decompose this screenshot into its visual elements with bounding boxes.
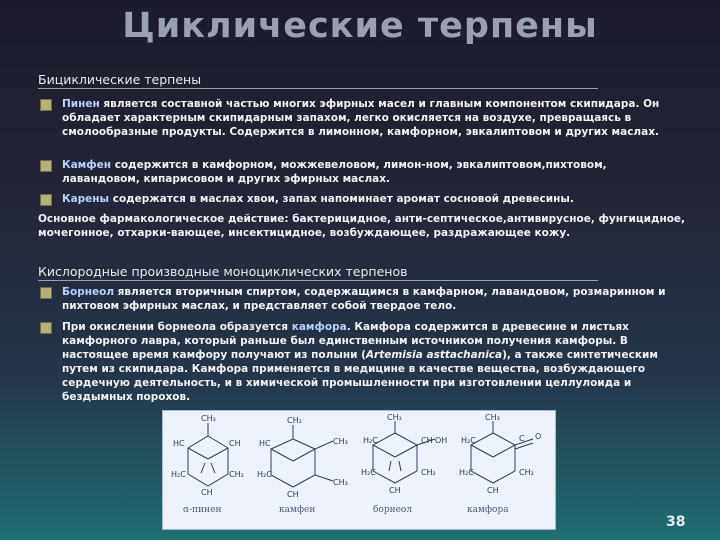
svg-text:H₂C: H₂C	[257, 470, 272, 479]
svg-text:CH₃: CH₃	[333, 437, 348, 446]
svg-text:CH: CH	[421, 436, 433, 445]
label-borneol: борнеол	[373, 505, 413, 515]
svg-text:CH: CH	[229, 439, 241, 448]
section-heading-oxygen-derivatives: Кислородные производные моноциклических терпенов	[38, 264, 408, 279]
bullet-item-carenes	[40, 192, 680, 206]
svg-text:H₂C: H₂C	[461, 436, 476, 445]
carenes-text: содержатся в маслах хвои, запах напоминает аромат сосновой древесины.	[109, 193, 574, 205]
bullet-item-camphor	[40, 320, 680, 404]
bullet-icon	[40, 322, 52, 334]
bullet-item-camphene	[40, 158, 680, 186]
svg-text:CH₂: CH₂	[229, 470, 244, 479]
term-pinene: Пинен	[62, 98, 100, 110]
label-camphene: камфен	[279, 505, 316, 515]
svg-text:C: C	[519, 434, 525, 443]
svg-text:OH: OH	[435, 436, 448, 445]
svg-text:HC: HC	[173, 439, 185, 448]
section-heading-bicyclic: Бициклические терпены	[38, 72, 202, 87]
camphene-text: содержится в камфорном, можжевеловом, лимон-ном, эвкалиптовом,пихтовом, лавандовом, кипарисовом и других эфирных маслах.	[62, 159, 607, 185]
svg-text:CH: CH	[389, 486, 401, 495]
bullet-icon	[40, 194, 52, 206]
svg-text:CH₃: CH₃	[201, 414, 216, 423]
svg-text:H₂C: H₂C	[363, 436, 378, 445]
svg-text:H₂C: H₂C	[459, 468, 474, 477]
svg-text:CH₂: CH₂	[519, 468, 534, 477]
term-camphene: Камфен	[62, 159, 112, 171]
bullet-item-pinene	[40, 97, 680, 139]
section-rule	[38, 88, 598, 89]
svg-text:CH: CH	[287, 490, 299, 499]
artemisia-name: Artemisia asttachanica	[365, 349, 503, 361]
pinene-text: является составной частью многих эфирных масел и главным компонентом скипидара. Он обладает характерным скипидарным запахом, легко окисляется на воздухе, превращаясь в смолообразные продукты. Содержится в лимонном, камфорном, эвкалиптовом и других маслах.	[62, 98, 660, 138]
svg-text:HC: HC	[259, 439, 271, 448]
term-camphor: камфора	[291, 321, 347, 333]
label-camphor: камфора	[467, 505, 509, 515]
camphor-text-mid: . Камфора содержится в древесине и листьях камфорного лавра, который раньше был единственным источником получения камфоры. В настоящее время камфору получают из полыни (	[62, 321, 629, 361]
page-number: 38	[666, 514, 686, 530]
camphor-text-pre: При окислении борнеола образуется	[62, 321, 292, 333]
term-carenes: Карены	[62, 193, 110, 205]
svg-text:CH₃: CH₃	[485, 413, 500, 422]
label-alpha-pinene: α-пинен	[183, 505, 222, 515]
bullet-item-borneol	[40, 285, 680, 313]
svg-text:CH₃: CH₃	[333, 478, 348, 487]
svg-text:H₂C: H₂C	[171, 470, 186, 479]
bullet-icon	[40, 287, 52, 299]
svg-text:CH: CH	[487, 486, 499, 495]
term-borneol: Борнеол	[62, 286, 115, 298]
camphor-text-post: ), а также синтетическим путем из скипидара. Камфора применяется в медицине в качестве вещества, возбуждающего сердечную деятельность, и в химической промышленности при изготовлении целлулоида и бездымных порохов.	[62, 349, 658, 403]
pharmacological-action: Основное фармакологическое действие: бактерицидное, анти-септическое,антивирусное, фунгицидное, мочегонное, отхарки-вающее, инсектицидное, возбуждающее, раздражающее кожу.	[38, 213, 686, 239]
svg-text:CH₂: CH₂	[421, 468, 436, 477]
section-rule	[38, 280, 598, 281]
svg-text:H₂C: H₂C	[361, 468, 376, 477]
svg-text:CH: CH	[201, 488, 213, 497]
slide-title: Циклические терпены	[122, 6, 598, 46]
borneol-text: является вторичным спиртом, содержащимся в камфарном, лавандовом, розмаринном и пихтовом эфирных маслах, и представляет собой твердое тело.	[62, 286, 666, 312]
bullet-icon	[40, 160, 52, 172]
structure-figure	[162, 410, 556, 530]
bullet-icon	[40, 99, 52, 111]
svg-text:CH₂: CH₂	[287, 416, 302, 425]
svg-text:O: O	[535, 432, 542, 441]
svg-text:CH₃: CH₃	[387, 413, 402, 422]
